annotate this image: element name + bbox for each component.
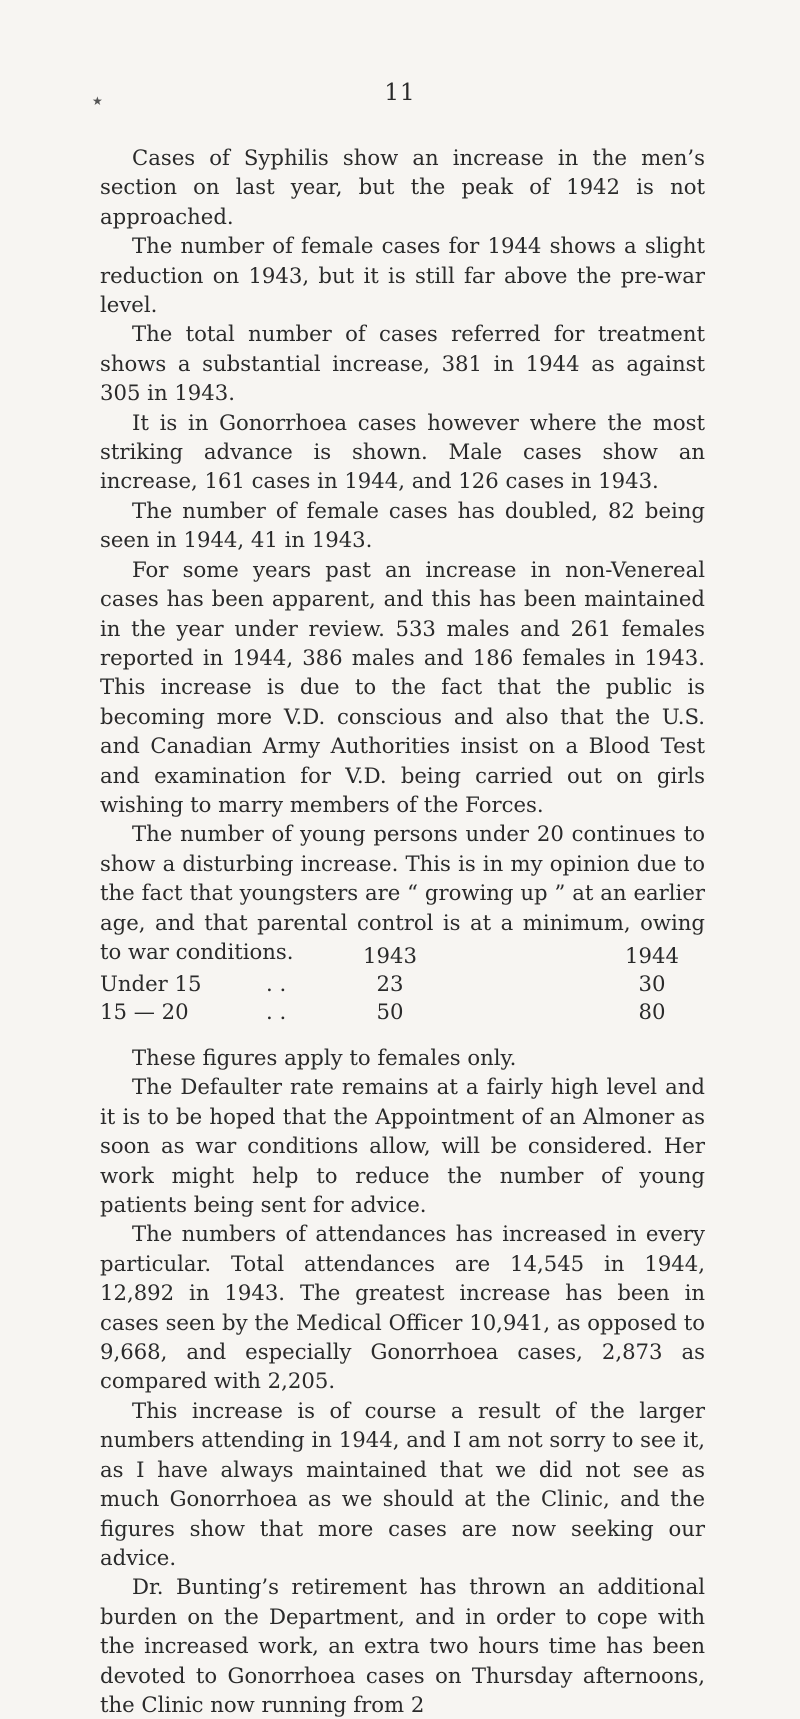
table-row <box>100 970 705 998</box>
paragraph: This increase is of course a result of the larger numbers attending in 1944, and I am not sorry to see it, as I have always maintained that we did not see as much Gonorrhoea as we should at the Clinic, and the figures show that more cases are now seeking our advice. <box>100 1397 705 1570</box>
paragraph: These figures apply to females only. <box>132 1045 517 1070</box>
column-header-1943: 1943 <box>363 943 417 968</box>
value-1944: 80 <box>638 999 666 1024</box>
value-1944: 30 <box>638 971 666 996</box>
paragraph: The total number of cases referred for treatment shows a substantial increase, 381 in 1944 as against 305 in 1943. <box>100 321 705 406</box>
paragraph: Cases of Syphilis show an increase in the men’s section on last year, but the peak of 1942 is not approached. <box>100 145 705 229</box>
body-text-before-table <box>100 143 705 966</box>
paragraph: It is in Gonorrhoea cases however where the most striking advance is shown. Male cases show an increase, 161 cases in 1944, and 126 cases in 1943. <box>100 409 705 494</box>
leader-dots: . . <box>266 971 287 996</box>
row-label: Under 15 <box>100 971 202 996</box>
age-table <box>100 942 705 1026</box>
paragraph: The number of female cases for 1944 shows a slight reduction on 1943, but it is still far above the pre-war level. <box>100 233 705 318</box>
value-1943: 23 <box>376 971 404 996</box>
value-1943: 50 <box>376 999 404 1024</box>
row-label: 15 — 20 <box>100 999 189 1024</box>
paragraph: The number of young persons under 20 continues to show a disturbing increase. This is in my opinion due to the fact that youngsters are “ growing up ” at an earlier age, and that parental control is at a minimum, owing to war conditions. <box>100 821 705 964</box>
table-header-row <box>100 942 705 970</box>
star-icon: ★ <box>92 94 103 108</box>
table-row <box>100 998 705 1026</box>
body-text-after-table <box>100 1043 705 1719</box>
paragraph: The number of female cases has doubled, 82 being seen in 1944, 41 in 1943. <box>100 497 705 553</box>
page-number: 11 <box>384 80 416 106</box>
leader-dots: . . <box>266 999 287 1024</box>
column-header-1944: 1944 <box>625 943 679 968</box>
paragraph: The numbers of attendances has increased in every particular. Total attendances are 14,545 in 1944, 12,892 in 1943. The greatest increase has been in cases seen by the Medical Officer 10,941, as opposed to 9,668, and especially Gonorrhoea cases, 2,873 as compared with 2,205. <box>100 1221 705 1394</box>
paragraph: The Defaulter rate remains at a fairly high level and it is to be hoped that the Appointment of an Almoner as soon as war conditions allow, will be considered. Her work might help to reduce the number of young patients being sent for advice. <box>100 1074 705 1218</box>
paragraph: Dr. Bunting’s retirement has thrown an additional burden on the Department, and in order to cope with the increased work, an extra two hours time has been devoted to Gonorrhoea cases on Thursday afternoons, the Clinic now running from 2 <box>100 1574 705 1717</box>
paragraph: For some years past an increase in non-Venereal cases has been apparent, and this has been maintained in the year under review. 533 males and 261 females reported in 1944, 386 males and 186 females in 1943. This increase is due to the fact that the public is becoming more V.D. conscious and also that the U.S. and Canadian Army Authorities insist on a Blood Test and examination for V.D. being carried out on girls wishing to marry members of the Forces. <box>100 556 705 817</box>
